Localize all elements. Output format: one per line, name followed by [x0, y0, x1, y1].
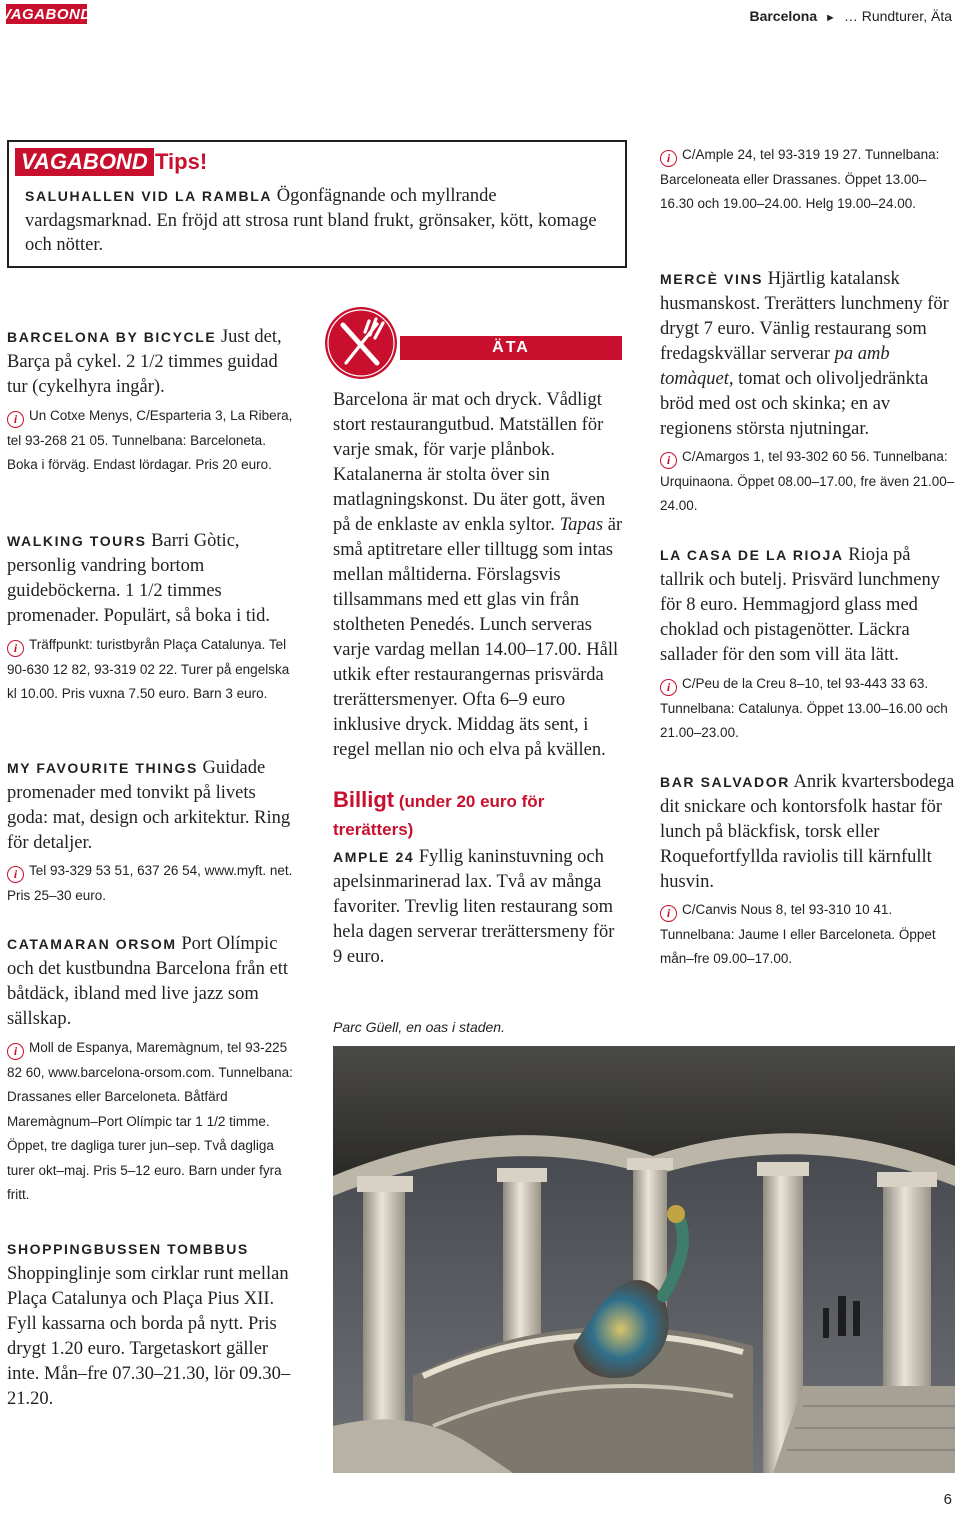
merce-heading: MERCÈ VINS — [660, 271, 764, 287]
ata-intro-tapas: Tapas — [559, 515, 604, 535]
tombbus-heading: SHOPPINGBUSSEN TOMBBUS — [7, 1241, 249, 1257]
ample-text: Fyllig kaninstuvning och apelsinmarinerad lax. Två av många favoriter. Trevlig liten restaurang som hela dagen serverar trerättersmeny för 9 euro. — [333, 847, 615, 967]
favourite-text: Guidade promenader med tonvikt på livets goda: mat, design och arkitektur. Ring för detaljer. — [7, 758, 291, 853]
tips-label: Tips! — [155, 149, 208, 174]
merce-entry — [660, 267, 955, 442]
billigt-subtitle: (under 20 euro för trerätters) — [333, 792, 545, 839]
walking-text: Barri Gòtic, personlig vandring bortom guideböckerna. 1 1/2 timmes promenader. Populärt, så boka i tid. — [7, 531, 271, 626]
walking-entry — [7, 529, 297, 629]
tips-vagabond-logo: VAGABOND — [15, 148, 154, 176]
catamaran-info-text: Moll de Espanya, Maremàgnum, tel 93-225 82 60, www.barcelona-orsom.com. Tunnelbana: Drassanes eller Barceloneta. Båtfärd Maremàgnum–Port Olímpic tar 1 1/2 timme. Öppet, tre dagliga turer jun–sep. Två dagliga turer okt–maj. Pris 5–12 euro. Barn under fyra fritt. — [7, 1040, 293, 1202]
parc-guell-photo — [333, 1046, 955, 1473]
section-title-ata: ÄTA — [400, 336, 622, 360]
favourite-info-text: Tel 93-329 53 51, 637 26 54, www.myft. net. Pris 25–30 euro. — [7, 863, 293, 903]
info-icon: i — [7, 1043, 24, 1060]
photo-caption: Parc Güell, en oas i staden. — [333, 1019, 505, 1035]
salvador-text: Anrik kvartersbodega dit snickare och kontorsfolk hastar för lunch på bläckfisk, torsk eller Roquefortfyllda raviolis till kärnfullt husvin. — [660, 772, 955, 892]
rioja-heading: LA CASA DE LA RIOJA — [660, 547, 844, 563]
salvador-heading: BAR SALVADOR — [660, 774, 790, 790]
ample-heading: AMPLE 24 — [333, 849, 415, 865]
billigt-heading — [333, 786, 623, 844]
page-number: 6 — [943, 1491, 952, 1508]
salvador-info-text: C/Canvis Nous 8, tel 93-310 10 41. Tunnelbana: Jaume I eller Barceloneta. Öppet mån–fre 09.00–17.00. — [660, 902, 936, 966]
info-icon: i — [7, 640, 24, 657]
bicycle-info-text: Un Cotxe Menys, C/Esparteria 3, La Ribera, tel 93-268 21 05. Tunnelbana: Barceloneta. Boka i förväg. Endast lördagar. Pris 20 euro. — [7, 408, 293, 472]
merce-info-text: C/Amargos 1, tel 93-302 60 56. Tunnelbana: Urquinaona. Öppet 08.00–17.00, fre även 21.00–24.00. — [660, 449, 955, 513]
ample-info-text: C/Ample 24, tel 93-319 19 27. Tunnelbana: Barceloneata eller Drassanes. Öppet 13.00–16.30 och 19.00–24.00. Helg 19.00–24.00. — [660, 147, 940, 211]
favourite-entry — [7, 756, 297, 856]
fork-knife-icon — [325, 307, 397, 379]
rioja-text: Rioja på tallrik och butelj. Prisvärd lunchmeny för 8 euro. Hemmagjord glass med choklad och pistagenötter. Läckra sallader för den som vill äta lätt. — [660, 545, 941, 665]
rioja-entry — [660, 543, 955, 668]
bicycle-entry — [7, 325, 297, 400]
bicycle-text: Just det, Barça på cykel. 2 1/2 timmes guidad tur (cykelhyra ingår). — [7, 327, 282, 397]
walking-heading: WALKING TOURS — [7, 533, 147, 549]
merce-text-b: tomat och olivoljedränkta bröd med ost och skinka; en av regionens största njutningar. — [660, 369, 929, 439]
ata-intro-b: är små aptitretare eller tilltugg som intas mellan måltiderna. Förslagsvis tillsammans med ett glas vin från stoltheten Penedés. Lunch serveras varje vardag mellan 14.00–17.00. Håll utkik efter restaurangernas prisvärda trerättersmenyer. Ofta 6–9 euro inklusive dryck. Middag äts sent, i regel mellan nio och elva på kvällen. — [333, 515, 623, 760]
tips-box — [7, 140, 627, 268]
billigt-title: Billigt — [333, 787, 395, 812]
walking-info-text: Träffpunkt: turistbyrån Plaça Catalunya. Tel 90-630 12 82, 93-319 02 22. Turer på engelska kl 10.00. Pris vuxna 7.50 euro. Barn 3 euro. — [7, 637, 290, 701]
ample-info — [660, 143, 955, 217]
breadcrumb-rest: … Rundturer, Äta — [843, 8, 952, 24]
catamaran-info — [7, 1036, 297, 1208]
breadcrumb-arrow-icon: ► — [825, 12, 836, 24]
info-icon: i — [660, 905, 677, 922]
ample-entry — [333, 845, 628, 970]
info-icon: i — [660, 679, 677, 696]
breadcrumb — [749, 8, 952, 24]
rioja-info — [660, 672, 955, 746]
info-icon: i — [7, 866, 24, 883]
info-icon: i — [7, 411, 24, 428]
breadcrumb-current[interactable]: Barcelona — [749, 8, 818, 24]
merce-text-italic: pa amb tomàquet, — [660, 344, 890, 389]
tombbus-entry — [7, 1237, 292, 1412]
tombbus-text: Shoppinglinje som cirklar runt mellan Plaça Catalunya och Plaça Pius XII. Fyll kassarna och borda på nytt. Pris drygt 1.20 euro. Targetaskort gäller inte. Mån–fre 07.30–21.30, lör 09.30–21.20. — [7, 1264, 291, 1409]
rioja-info-text: C/Peu de la Creu 8–10, tel 93-443 33 63. Tunnelbana: Catalunya. Öppet 13.00–16.00 och 21.00–23.00. — [660, 676, 948, 740]
ata-intro — [333, 388, 623, 763]
tips-text — [25, 184, 605, 258]
bicycle-info — [7, 404, 297, 478]
favourite-info — [7, 859, 297, 908]
walking-info — [7, 633, 297, 707]
catamaran-entry — [7, 932, 297, 1032]
merce-info — [660, 445, 955, 519]
info-icon: i — [660, 452, 677, 469]
vagabond-logo: VAGABOND — [1, 5, 92, 23]
tips-heading: SALUHALLEN VID LA RAMBLA — [25, 188, 273, 204]
merce-text-a: Hjärtlig katalansk husmanskost. Trerätters lunchmeny för drygt 7 euro. Vänlig restaurang som fredagskvällar serverar — [660, 269, 949, 364]
favourite-heading: MY FAVOURITE THINGS — [7, 760, 198, 776]
bicycle-heading: BARCELONA BY BICYCLE — [7, 329, 217, 345]
ata-intro-a: Barcelona är mat och dryck. Vådligt stort restaurangutbud. Matställen för varje smak, för varje plånbok. Katalanerna är stolta över sin matlagningskonst. Du äter gott, även på de enklaste av enkla syltor. — [333, 390, 606, 535]
tips-body: Ögonfägnande och myllrande vardagsmarknad. En fröjd att strosa runt bland frukt, grönsaker, kött, komage och nötter. — [25, 186, 597, 255]
info-icon: i — [660, 150, 677, 167]
salvador-entry — [660, 770, 955, 895]
catamaran-text: Port Olímpic och det kustbundna Barcelona från ett båtdäck, ibland med live jazz som sällskap. — [7, 934, 288, 1029]
catamaran-heading: CATAMARAN ORSOM — [7, 936, 177, 952]
salvador-info — [660, 898, 955, 972]
